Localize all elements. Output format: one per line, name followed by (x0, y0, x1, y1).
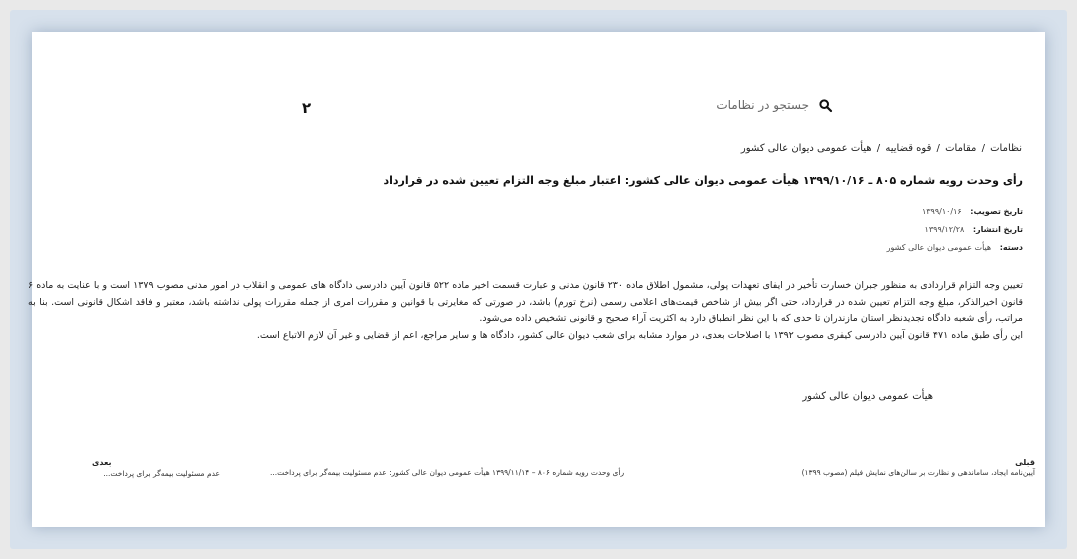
next-label: بعدی (92, 458, 112, 467)
page-title: رأی وحدت رویه شماره ۸۰۵ ـ ۱۳۹۹/۱۰/۱۶ هیأت عمومی دیوان عالی کشور: اعتبار مبلغ وجه التزام تعیین شده در قرارداد (383, 174, 1023, 187)
body-paragraph: این رأی طبق ماده ۴۷۱ قانون آیین دادرسی کیفری مصوب ۱۳۹۲ با اصلاحات بعدی، در موارد مشابه برای شعب دیوان عالی کشور، دادگاه ها و سایر مراجع، اعم از قضایی و غیر آن لازم الاتباع است. (256, 329, 1023, 341)
search-input[interactable] (629, 98, 809, 112)
next-link[interactable]: عدم مسئولیت بیمه‌گر برای پرداخت... (103, 469, 220, 478)
meta-value: ۱۳۹۹/۱۰/۱۶ (921, 207, 962, 216)
meta-category-link[interactable]: هیأت عمومی دیوان عالی کشور (886, 243, 992, 252)
breadcrumb-separator: / (981, 143, 985, 154)
meta-label: دسته: (999, 243, 1023, 252)
meta-value: ۱۳۹۹/۱۲/۲۸ (924, 225, 965, 234)
breadcrumb-separator: / (936, 143, 940, 154)
breadcrumb-item-authorities[interactable]: مقامات (945, 143, 977, 154)
meta-publish-date (603, 225, 1023, 243)
close-icon[interactable]: ٢ (302, 99, 312, 117)
previous-label: قبلی (1015, 458, 1035, 467)
breadcrumb-item-judiciary[interactable]: قوه قضاییه (885, 143, 932, 154)
meta-label: تاریخ تصویب: (970, 207, 1023, 216)
meta-label: تاریخ انتشار: (972, 225, 1023, 234)
previous-link[interactable]: آیین‌نامه ایجاد، ساماندهی و نظارت بر سالن‌های نمایش فیلم (مصوب ۱۳۹۹) (801, 468, 1035, 477)
document-meta (603, 207, 1023, 261)
document-page (28, 32, 1045, 527)
search-bar (602, 94, 832, 116)
breadcrumb-separator: / (876, 143, 881, 154)
meta-approval-date (603, 207, 1023, 225)
search-icon[interactable] (819, 99, 832, 112)
meta-category (603, 243, 1023, 261)
breadcrumb-item-systems[interactable]: نظامات (990, 143, 1022, 154)
document-body (28, 278, 1023, 344)
next-document-link[interactable]: رأی وحدت رویه شماره ۸۰۶ – ۱۳۹۹/۱۱/۱۴ هیأت عمومی دیوان عالی کشور: عدم مسئولیت بیمه‌گر برای پرداخت... (270, 468, 625, 477)
signature: هیأت عمومی دیوان عالی کشور (802, 391, 933, 402)
breadcrumb (740, 143, 1023, 154)
breadcrumb-item-supreme-court-board[interactable]: هیأت عمومی دیوان عالی کشور (740, 143, 872, 154)
body-paragraph: تعیین وجه التزام قراردادی به منظور جبران خسارت تأخیر در ایفای تعهدات پولی، مشمول اطلاق ماده ۲۳۰ قانون مدنی و عبارت قسمت اخیر ماده ۵۲۲ قانون آیین دادرسی دادگاه های عمومی و انقلاب در امور مدنی مصوب ۱۳۷۹ است و با عنایت به ماده ۶ قانون اخیرالذکر، مبلغ وجه التزام تعیین شده در قرارداد، حتی اگر بیش از شاخص قیمت‌های اعلامی رسمی (نرخ تورم) باشد، در صورتی که مغایرتی با قوانین و مقررات امری از جمله مقررات پولی نداشته باشد، معتبر و فاقد اشکال قانونی است. بنا به مراتب، رأی شعبه دادگاه تجدیدنظر استان مازندران تا حدی که با این نظر انطباق دارد به اکثریت آراء صحیح و قانونی تشخیص داده می‌شود. (28, 280, 1023, 324)
